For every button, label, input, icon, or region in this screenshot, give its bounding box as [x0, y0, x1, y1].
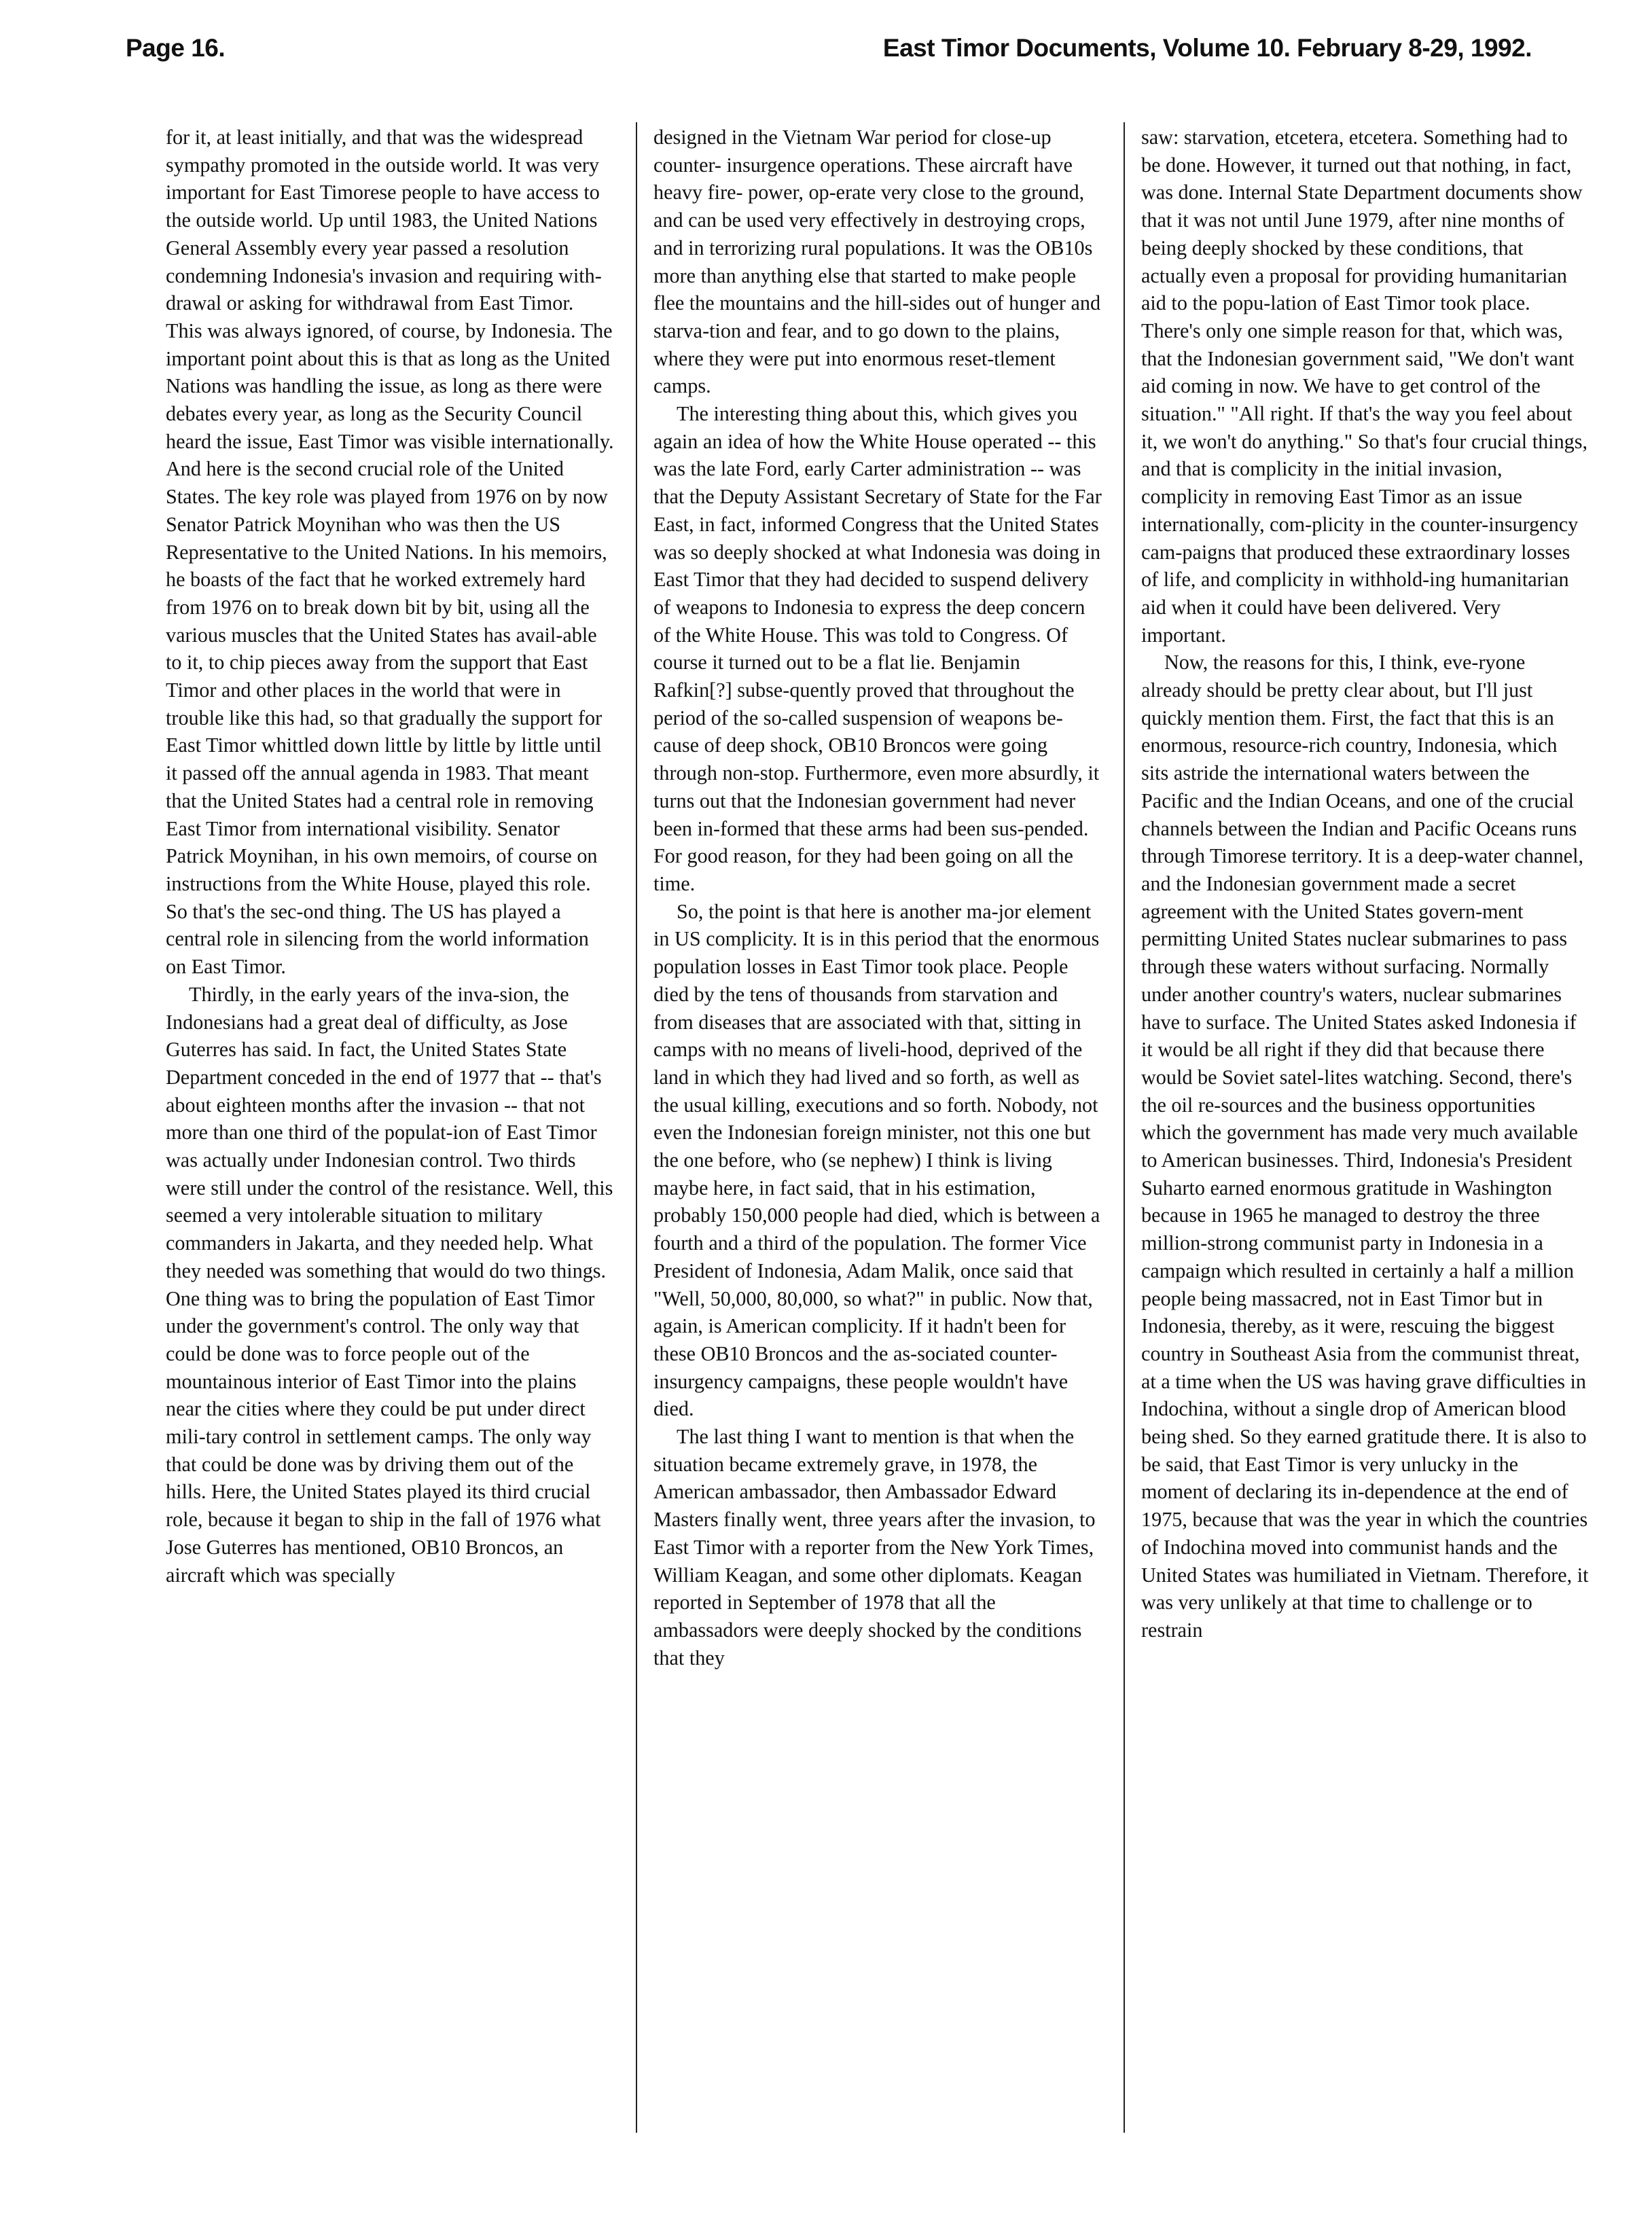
page-number: Page 16. — [126, 34, 226, 62]
paragraph: Thirdly, in the early years of the inva-sion, the Indonesians had a great deal of difficulty, as Jose Guterres has said. In fact, the United States State Department conceded in the end of 1977 that -- that's about eighteen months after the invasion -- that not more than one third of the populat-ion of East Timor was actually under Indonesian control. Two thirds were still under the control of the resistance. Well, this seemed a very intolerable situation to military commanders in Jakarta, and they needed help. What they needed was something that would do two things. One thing was to bring the population of East Timor under the government's control. The only way that could be done was to force people out of the mountainous interior of East Timor into the plains near the cities where they could be put under direct mili-tary control in settlement camps. The only way that could be done was by driving them out of the hills. Here, the United States played its third crucial role, because it began to ship in the fall of 1976 what Jose Guterres has mentioned, OB10 Broncos, an aircraft which was specially — [166, 982, 613, 1587]
paragraph: Now, the reasons for this, I think, eve-ryone already should be pretty clear about, but I'll just quickly mention them. First, the fact that this is an enormous, resource-rich country, Indonesia, which sits astride the international waters between the Pacific and the Indian Oceans, and one of the crucial channels between the Indian and Pacific Oceans runs through Timorese territory. It is a deep-water channel, and the Indonesian government made a secret agreement with the United States govern-ment permitting United States nuclear submarines to pass through these waters without surfacing. Normally under another country's waters, nuclear submarines have to surface. The United States asked Indonesia if it would be all right if they did that because there would be Soviet satel-lites watching. Second, there's the oil re-sources and the business opportunities which the government has made very much available to American businesses. Third, Indonesia's President Suharto earned enormous gratitude in Washington because in 1965 he managed to destroy the three million-strong communist party in Indonesia in a campaign which resulted in certainly a half a million people being massacred, not in East Timor but in Indonesia, thereby, as it were, rescuing the biggest country in Southeast Asia from the communist threat, at a time when the US was having grave difficulties in Indochina, without a single drop of American blood being shed. So they earned gratitude there. It is also to be said, that East Timor is very unlucky in the moment of declaring its in-dependence at the end of 1975, because that was the year in which the countries of Indochina moved into communist hands and the United States was humiliated in Vietnam. Therefore, it was very unlikely at that time to challenge or to restrain — [1141, 651, 1589, 1642]
text-column-3 — [1141, 124, 1590, 1644]
paragraph: designed in the Vietnam War period for close-up counter- insurgence operations. These aircraft have heavy fire- power, op-erate very close to the ground, and can be used very effectively in destroying crops, and in terrorizing rural populations. It was the OB10s more than anything else that started to make people flee the mountains and the hill-sides out of hunger and starva-tion and fear, and to go down to the plains, where they were put into enormous reset-tlement camps. — [653, 126, 1101, 398]
text-column-1 — [166, 124, 614, 1589]
paragraph: So, the point is that here is another ma-jor element in US complicity. It is in this period that the enormous population losses in East Timor took place. People died by the tens of thousands from starvation and from diseases that are associated with that, sitting in camps with no means of liveli-hood, deprived of the land in which they had lived and so forth, as well as the usual killing, executions and so forth. Nobody, not even the Indonesian foreign minister, not this one but the one before, who (se nephew) I think is living maybe here, in fact said, that in his estimation, probably 150,000 people had died, which is between a fourth and a third of the population. The former Vice President of Indonesia, Adam Malik, once said that "Well, 50,000, 80,000, so what?" in public. Now that, again, is American complicity. If it hadn't been for these OB10 Broncos and the as-sociated counter- insurgency campaigns, these people wouldn't have died. — [653, 899, 1100, 1421]
column-divider — [636, 122, 637, 2133]
publication-title: East Timor Documents, Volume 10. February 8-29, 1992. — [882, 34, 1532, 62]
paragraph: The interesting thing about this, which gives you again an idea of how the White House operated -- this was the late Ford, early Carter administration -- was that the Deputy Assistant Secretary of State for the Far East, in fact, informed Congress that the United States was so deeply shocked at what Indonesia was doing in East Timor that they had decided to suspend delivery of weapons to Indonesia to express the deep concern of the White House. This was told to Congress. Of course it turned out to be a flat lie. Benjamin Rafkin[?] subse-quently proved that throughout the period of the so-called suspension of weapons be-cause of deep shock, OB10 Broncos were going through non-stop. Furthermore, even more absurdly, it turns out that the Indonesian government had never been in-formed that these arms had been sus-pended. For good reason, for they had been going on all the time. — [653, 402, 1102, 895]
paragraph: for it, at least initially, and that was the widespread sympathy promoted in the outside world. It was very important for East Timorese people to have access to the outside world. Up until 1983, the United Nations General Assembly every year passed a resolution condemning Indonesia's invasion and requiring with-drawal or asking for withdrawal from East Timor. This was always ignored, of course, by Indonesia. The important point about this is that as long as the United Nations was handling the issue, as long as there were debates every year, as long as the Security Council heard the issue, East Timor was visible internationally. And here is the second crucial role of the United States. The key role was played from 1976 on by now Senator Patrick Moynihan who was then the US Representative to the United Nations. In his memoirs, he boasts of the fact that he worked extremely hard from 1976 on to break down bit by bit, using all the various muscles that the United States has avail-able to it, to chip pieces away from the support that East Timor and other places in the world that were in trouble like this had, so that gradually the support for East Timor whittled down little by little by little until it passed off the annual agenda in 1983. That meant that the United States had a central role in removing East Timor from international visibility. Senator Patrick Moynihan, in his own memoirs, of course on instructions from the White House, played this role. So that's the sec-ond thing. The US has played a central role in silencing from the world information on East Timor. — [166, 126, 614, 979]
paragraph: The last thing I want to mention is that when the situation became extremely grave, in 1978, the American ambassador, then Ambassador Edward Masters finally went, three years after the invasion, to East Timor with a reporter from the New York Times, William Keagan, and some other diplomats. Keagan reported in September of 1978 that all the ambassadors were deeply shocked by the conditions that they — [653, 1425, 1096, 1669]
paragraph: saw: starvation, etcetera, etcetera. Something had to be done. However, it turned out that nothing, in fact, was done. Internal State Department documents show that it was not until June 1979, after nine months of being deeply shocked by these conditions, that actually even a proposal for providing humanitarian aid to the popu-lation of East Timor took place. There's only one simple reason for that, which was, that the Indonesian government said, "We don't want aid coming in now. We have to get control of the situation." "All right. If that's the way you feel about it, we won't do anything." So that's four crucial things, and that is complicity in the initial invasion, complicity in removing East Timor as an issue internationally, com-plicity in the counter-insurgency cam-paigns that produced these extraordinary losses of life, and complicity in withhold-ing humanitarian aid when it could have been delivered. Very important. — [1141, 126, 1588, 647]
page-header — [126, 14, 1532, 61]
column-divider — [1124, 122, 1125, 2133]
text-column-2 — [653, 124, 1102, 1672]
